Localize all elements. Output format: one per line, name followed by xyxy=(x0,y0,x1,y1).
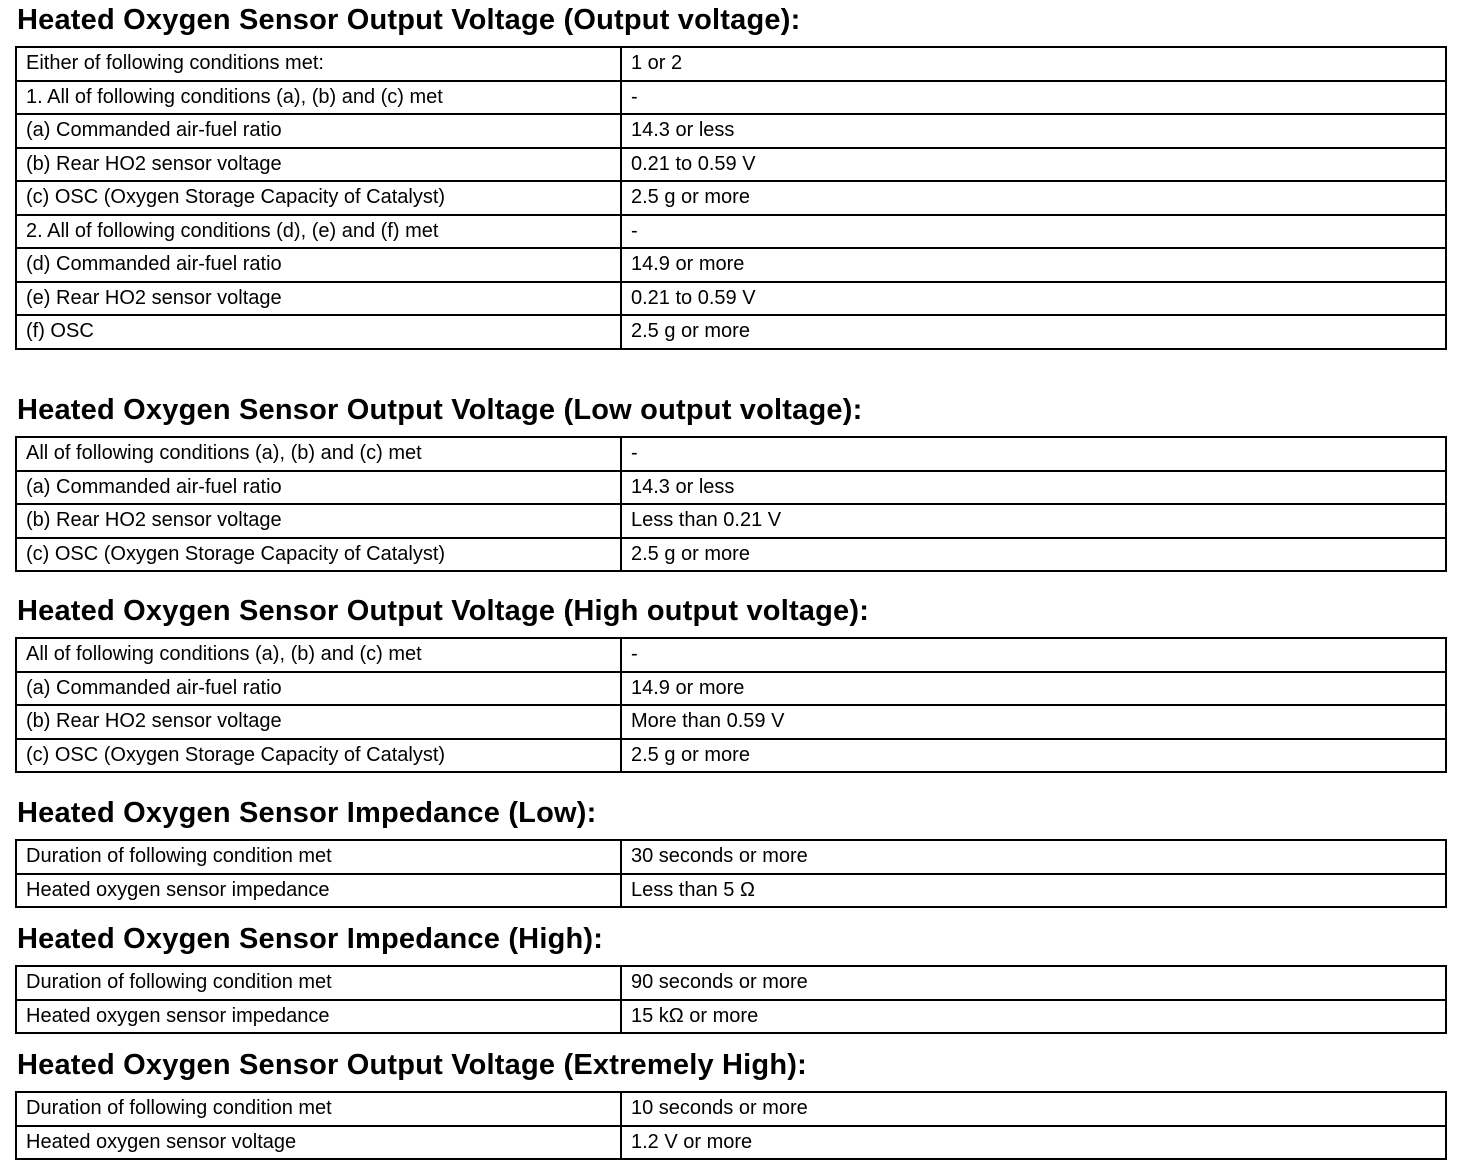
table-row xyxy=(16,840,1446,874)
condition-cell: Duration of following condition met xyxy=(16,840,621,874)
section-heading: Heated Oxygen Sensor Output Voltage (Output voltage): xyxy=(17,4,801,36)
table-row xyxy=(16,315,1446,349)
value-cell: 1.2 V or more xyxy=(621,1126,1446,1160)
section-impedance-low xyxy=(15,795,1447,908)
table-row xyxy=(16,672,1446,706)
condition-cell: Heated oxygen sensor voltage xyxy=(16,1126,621,1160)
value-cell: 30 seconds or more xyxy=(621,840,1446,874)
condition-cell: (a) Commanded air-fuel ratio xyxy=(16,672,621,706)
value-cell: - xyxy=(621,215,1446,249)
value-cell: 14.9 or more xyxy=(621,672,1446,706)
table-row xyxy=(16,181,1446,215)
value-cell: 0.21 to 0.59 V xyxy=(621,148,1446,182)
table-row xyxy=(16,966,1446,1000)
value-cell: 2.5 g or more xyxy=(621,538,1446,572)
section-heading: Heated Oxygen Sensor Output Voltage (Extremely High): xyxy=(17,1049,807,1081)
table-row xyxy=(16,1092,1446,1126)
condition-cell: (a) Commanded air-fuel ratio xyxy=(16,114,621,148)
section-high-output-voltage xyxy=(15,593,1447,773)
value-cell: - xyxy=(621,638,1446,672)
condition-cell: Heated oxygen sensor impedance xyxy=(16,874,621,908)
conditions-table xyxy=(15,637,1447,773)
conditions-table xyxy=(15,46,1447,350)
condition-cell: 1. All of following conditions (a), (b) and (c) met xyxy=(16,81,621,115)
value-cell: 14.3 or less xyxy=(621,471,1446,505)
value-cell: 90 seconds or more xyxy=(621,966,1446,1000)
section-heading: Heated Oxygen Sensor Impedance (Low): xyxy=(17,797,597,829)
table-row xyxy=(16,437,1446,471)
table-row xyxy=(16,504,1446,538)
condition-cell: 2. All of following conditions (d), (e) and (f) met xyxy=(16,215,621,249)
condition-cell: Duration of following condition met xyxy=(16,1092,621,1126)
section-impedance-high xyxy=(15,921,1447,1034)
value-cell: More than 0.59 V xyxy=(621,705,1446,739)
table-row xyxy=(16,1000,1446,1034)
condition-cell: Heated oxygen sensor impedance xyxy=(16,1000,621,1034)
condition-cell: Duration of following condition met xyxy=(16,966,621,1000)
condition-cell: (b) Rear HO2 sensor voltage xyxy=(16,148,621,182)
section-heading: Heated Oxygen Sensor Impedance (High): xyxy=(17,923,604,955)
section-heading: Heated Oxygen Sensor Output Voltage (Low output voltage): xyxy=(17,394,863,426)
condition-cell: (c) OSC (Oxygen Storage Capacity of Catalyst) xyxy=(16,181,621,215)
table-row xyxy=(16,1126,1446,1160)
section-low-output-voltage xyxy=(15,392,1447,572)
conditions-table xyxy=(15,436,1447,572)
value-cell: - xyxy=(621,437,1446,471)
condition-cell: (f) OSC xyxy=(16,315,621,349)
table-row xyxy=(16,538,1446,572)
value-cell: Less than 5 Ω xyxy=(621,874,1446,908)
section-heading: Heated Oxygen Sensor Output Voltage (High output voltage): xyxy=(17,595,870,627)
condition-cell: Either of following conditions met: xyxy=(16,47,621,81)
value-cell: 1 or 2 xyxy=(621,47,1446,81)
condition-cell: (a) Commanded air-fuel ratio xyxy=(16,471,621,505)
value-cell: 2.5 g or more xyxy=(621,181,1446,215)
condition-cell: (c) OSC (Oxygen Storage Capacity of Catalyst) xyxy=(16,538,621,572)
table-row xyxy=(16,471,1446,505)
conditions-table xyxy=(15,839,1447,908)
table-row xyxy=(16,739,1446,773)
conditions-table xyxy=(15,1091,1447,1160)
condition-cell: (c) OSC (Oxygen Storage Capacity of Catalyst) xyxy=(16,739,621,773)
condition-cell: (d) Commanded air-fuel ratio xyxy=(16,248,621,282)
section-output-voltage xyxy=(15,2,1447,350)
value-cell: Less than 0.21 V xyxy=(621,504,1446,538)
table-row xyxy=(16,248,1446,282)
value-cell: 2.5 g or more xyxy=(621,739,1446,773)
value-cell: 0.21 to 0.59 V xyxy=(621,282,1446,316)
table-row xyxy=(16,81,1446,115)
value-cell: 15 kΩ or more xyxy=(621,1000,1446,1034)
value-cell: 14.9 or more xyxy=(621,248,1446,282)
section-extremely-high xyxy=(15,1047,1447,1160)
table-row xyxy=(16,114,1446,148)
table-row xyxy=(16,705,1446,739)
conditions-table xyxy=(15,965,1447,1034)
condition-cell: (e) Rear HO2 sensor voltage xyxy=(16,282,621,316)
value-cell: - xyxy=(621,81,1446,115)
condition-cell: (b) Rear HO2 sensor voltage xyxy=(16,504,621,538)
value-cell: 10 seconds or more xyxy=(621,1092,1446,1126)
table-row xyxy=(16,215,1446,249)
condition-cell: All of following conditions (a), (b) and (c) met xyxy=(16,437,621,471)
value-cell: 14.3 or less xyxy=(621,114,1446,148)
table-row xyxy=(16,874,1446,908)
condition-cell: (b) Rear HO2 sensor voltage xyxy=(16,705,621,739)
table-row xyxy=(16,47,1446,81)
table-row xyxy=(16,282,1446,316)
value-cell: 2.5 g or more xyxy=(621,315,1446,349)
table-row xyxy=(16,638,1446,672)
condition-cell: All of following conditions (a), (b) and (c) met xyxy=(16,638,621,672)
table-row xyxy=(16,148,1446,182)
